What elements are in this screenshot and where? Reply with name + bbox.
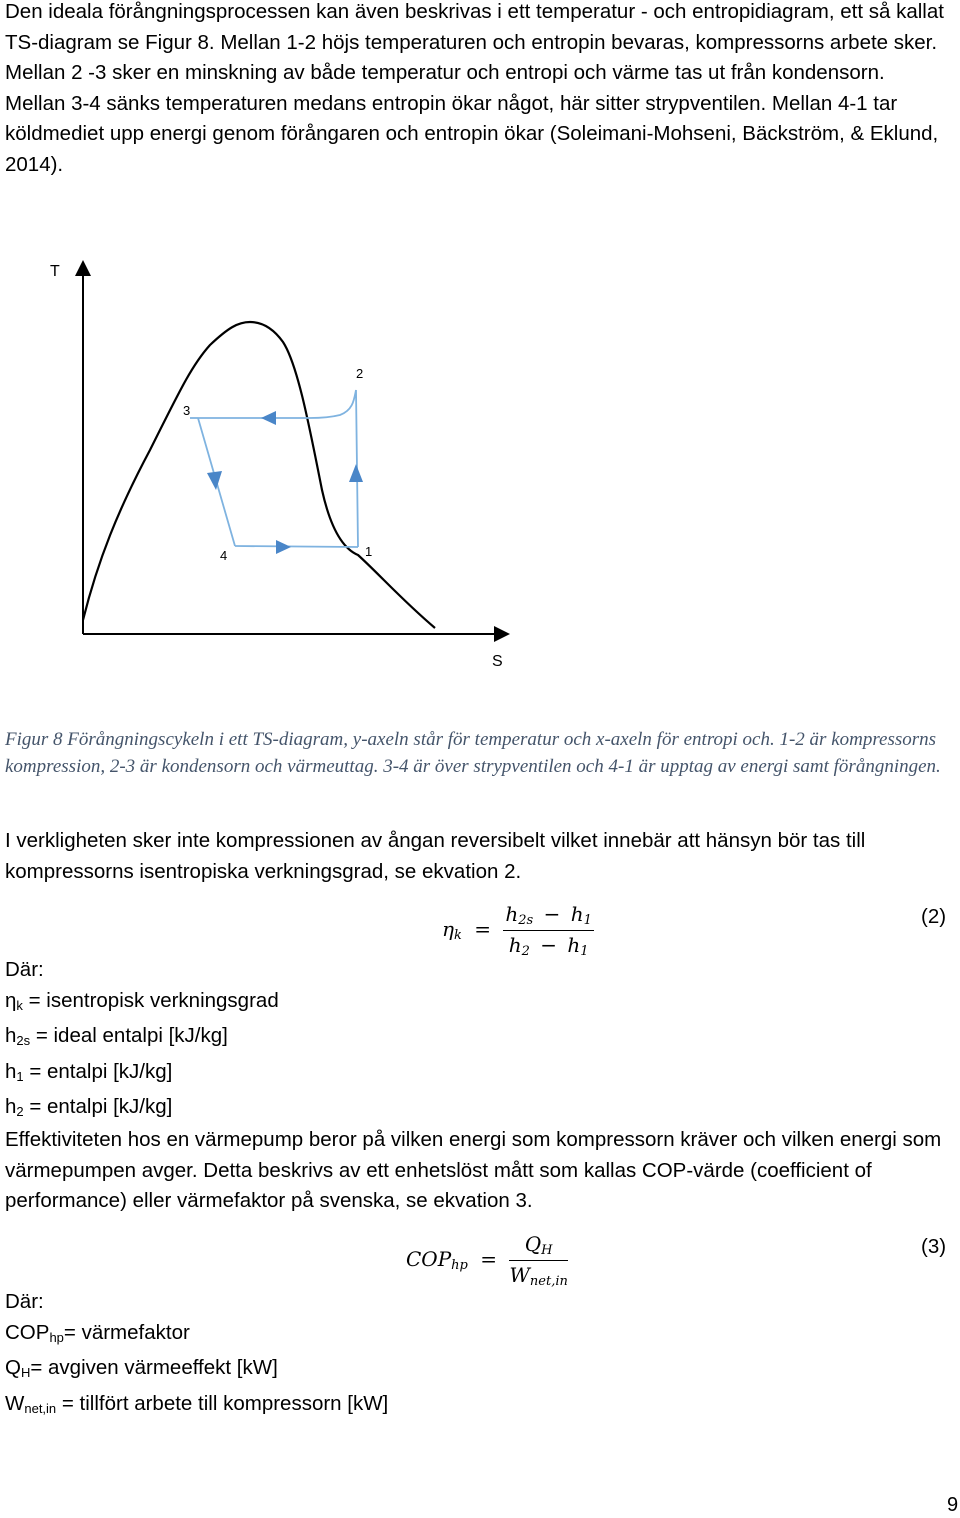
definition-item: $Q_H=$ avgiven värmeeffekt [kW] — [5, 1356, 278, 1380]
point-label-2: 2 — [356, 366, 364, 381]
eq3-fraction — [509, 1232, 568, 1289]
equation-3-number: (3) — [921, 1235, 947, 1258]
saturation-dome — [83, 322, 435, 628]
eq2-numerator: $h_{2s} - h_1$ — [505, 902, 592, 928]
point-label-1: 1 — [365, 544, 373, 559]
figure-caption: Figur 8 Förångningscykeln i ett TS-diagram, y-axeln står för temperatur och x-axeln för entropi och. 1-2 är kompressorns kompression, 2-3 är kondensorn och värmeuttag. 3-4 är över strypventilen och 4-1 är upptag av energi samt förångningen. — [5, 729, 941, 777]
eq3-denominator: $W_{net,in}$ — [509, 1263, 568, 1289]
eq2-equals: = — [474, 917, 491, 941]
arrow-evaporation — [276, 540, 291, 554]
eq3-numerator: $Q_H$ — [524, 1232, 553, 1258]
page-number: 9 — [947, 1494, 959, 1516]
equation-2 — [442, 902, 594, 959]
arrow-compression — [349, 464, 363, 482]
arrow-condensation — [261, 411, 276, 425]
x-axis-label: S — [492, 653, 503, 670]
definition-item: $COP_{hp}=$ värmefaktor — [5, 1320, 190, 1345]
definitions-heading: Där: — [5, 1290, 44, 1313]
equation-2-number: (2) — [921, 905, 947, 928]
definition-item: $\eta_k$ = isentropisk verkningsgrad — [5, 988, 279, 1013]
definitions-eq2 — [5, 955, 279, 1128]
equation-3 — [406, 1232, 568, 1289]
eq2-denominator: $h_2 - h_1$ — [508, 933, 589, 959]
eq2-fraction — [503, 902, 594, 959]
arrow-expansion — [207, 471, 222, 490]
eq2-lhs: $\eta_k$ — [442, 917, 462, 943]
definitions-eq3 — [5, 1287, 388, 1424]
eq3-equals: = — [480, 1247, 497, 1271]
definition-item: $h_1$ = entalpi [kJ/kg] — [5, 1059, 173, 1084]
cop-paragraph: Effektiviteten hos en värmepump beror på vilken energi som kompressorn kräver och vilken energi som värmepumpen avger. Detta beskrivs av ett enhetslöst mått som kallas COP-värde (coefficient of performance) eller värmefaktor på svenska, se ekvation 3. — [5, 1128, 942, 1212]
eq3-lhs: $COP_{hp}$ — [406, 1247, 468, 1273]
definition-item: $h_2$ = entalpi [kJ/kg] — [5, 1095, 173, 1119]
cycle-segment-4-1 — [235, 546, 358, 547]
point-label-3: 3 — [183, 403, 191, 418]
isentropic-paragraph: I verkligheten sker inte kompressionen av ångan reversibelt vilket innebär att hänsyn bör tas till kompressorns isentropiska verkningsgrad, se ekvation 2. — [5, 829, 866, 883]
definition-item: $h_{2s}$ = ideal entalpi [kJ/kg] — [5, 1024, 228, 1048]
ts-diagram — [40, 250, 520, 680]
point-label-4: 4 — [220, 548, 228, 563]
intro-paragraph: Den ideala förångningsprocessen kan även beskrivas i ett temperatur - och entropidiagram, ett så kallat TS-diagram se Figur 8. Mellan 1-2 höjs temperaturen och entropin bevaras, kompressorns arbete sker. Mellan 2 -3 sker en minskning av både temperatur och entropi och värme tas ut från kondensorn. Mellan 3-4 sänks temperaturen medans entropin ökar något, här sitter strypventilen. Mellan 4-1 tar köldmediet upp energi genom förångaren och entropin ökar (Soleimani-Mohseni, Bäckström, & Eklund, 2014). — [5, 0, 944, 176]
definitions-heading: Där: — [5, 958, 44, 981]
definition-item: $W_{net,in}$ = tillfört arbete till kompressorn [kW] — [5, 1391, 389, 1416]
y-axis-label: T — [50, 263, 60, 280]
